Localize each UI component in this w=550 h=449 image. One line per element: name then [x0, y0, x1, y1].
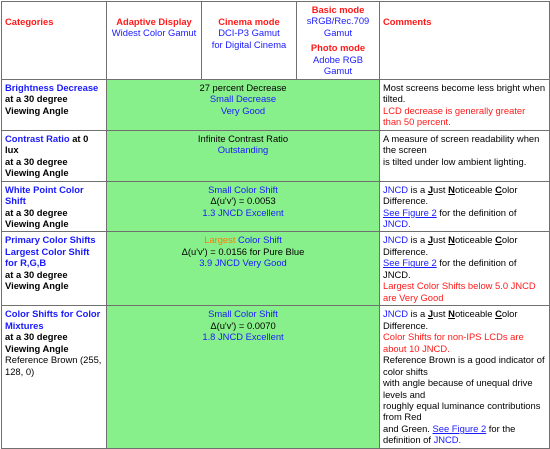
- comment-text: N: [448, 183, 455, 195]
- basic-sub1: sRGB/Rec.709: [306, 15, 370, 27]
- comment-text: N: [448, 308, 455, 320]
- see-figure-link[interactable]: See Figure 2: [383, 257, 437, 269]
- value-line: 1.3 JNCD Excellent: [202, 206, 284, 218]
- comment-text: olor: [501, 308, 518, 320]
- comment-text: is a: [408, 308, 428, 320]
- photo-title: Photo mode: [310, 42, 366, 54]
- comment-text: C: [495, 183, 502, 195]
- comment-text: oticeable: [454, 183, 496, 195]
- header-adaptive: [107, 2, 202, 80]
- basic-sub2: Gamut: [323, 26, 353, 38]
- category-sub: at a 30 degree Viewing Angle: [5, 331, 69, 354]
- comment-text: Reference Brown is a good indicator of color shifts: [383, 354, 545, 377]
- value-line: 3.9 JNCD Very Good: [199, 257, 287, 269]
- category-sub: at a 30 degree Viewing Angle: [5, 206, 69, 229]
- table-row: [2, 79, 550, 130]
- comment-text: for the definition of: [436, 206, 517, 218]
- comment-text: definition of: [383, 434, 434, 446]
- comparison-table: [1, 1, 550, 449]
- table-row: [2, 181, 550, 232]
- comment-text: JNCD: [383, 183, 408, 195]
- value-cell: [107, 79, 380, 130]
- value-line: Δ(u'v') = 0.0156 for Pure Blue: [181, 245, 305, 257]
- category-sub: at a 30 degree Viewing Angle: [5, 93, 69, 116]
- value-cell: [107, 232, 380, 306]
- comment-text: oticeable: [454, 308, 496, 320]
- comment-text: Most screens become less bright when tilted.: [383, 81, 546, 105]
- adaptive-sub: Widest Color Gamut: [111, 27, 197, 39]
- table-row: [2, 232, 550, 306]
- value-line: Color Shift: [235, 234, 282, 246]
- table-row: [2, 306, 550, 449]
- see-figure-link[interactable]: See Figure 2: [383, 206, 437, 218]
- category-title: Largest Color Shift for R,G,B: [5, 245, 90, 269]
- comment-text: is a: [408, 183, 428, 195]
- comment-text: ust: [433, 234, 449, 246]
- basic-title: Basic mode: [311, 4, 365, 15]
- category-title: Brightness Decrease: [5, 81, 99, 93]
- comment-text: olor: [501, 183, 518, 195]
- comment-text: is tilted under low ambient lighting.: [383, 155, 527, 167]
- photo-sub: Adobe RGB Gamut: [312, 53, 364, 77]
- comment-text: is a: [408, 234, 428, 246]
- category-sub: at a 30 degree Viewing Angle: [5, 268, 69, 292]
- comments-label: Comments: [383, 16, 432, 27]
- comment-text: JNCD: [383, 234, 408, 246]
- comment-text: J: [427, 234, 434, 246]
- value-line: Small Color Shift: [208, 308, 278, 320]
- comment-text: C: [495, 308, 502, 320]
- value-cell: [107, 130, 380, 181]
- category-cell: [2, 130, 107, 181]
- comment-text: JNCD.: [383, 217, 411, 229]
- comment-text: Color Shifts for non-IPS LCDs are about 10 JNCD.: [383, 331, 524, 354]
- category-title: Contrast Ratio: [5, 132, 70, 144]
- value-line: Very Good: [220, 104, 266, 116]
- header-categories: [2, 2, 107, 80]
- value-cell: [107, 181, 380, 232]
- value-line: Largest: [204, 234, 236, 246]
- comment-text: JNCD: [383, 308, 408, 320]
- value-cell: [107, 306, 380, 449]
- comment-cell: [380, 130, 550, 181]
- comment-text: LCD decrease is generally greater than 50 percent.: [383, 104, 526, 128]
- comment-text: ust: [433, 183, 449, 195]
- cinema-title: Cinema mode: [218, 16, 280, 27]
- comment-text: ust: [433, 308, 449, 320]
- category-cell: [2, 232, 107, 306]
- category-title: Color Shifts for Color Mixtures: [5, 308, 101, 331]
- categories-label: Categories: [5, 16, 54, 27]
- comment-text: Difference.: [383, 245, 429, 257]
- header-cinema: [202, 2, 297, 80]
- see-figure-link[interactable]: See Figure 2: [432, 422, 487, 434]
- comment-text: JNCD.: [433, 434, 462, 446]
- value-line: Δ(u'v') = 0.0070: [210, 319, 276, 331]
- comment-text: Difference.: [383, 319, 429, 331]
- value-line: Small Decrease: [209, 93, 277, 105]
- value-line: Small Color Shift: [208, 183, 278, 195]
- category-title-suffix: at 0 lux: [5, 132, 89, 156]
- comment-cell: [380, 79, 550, 130]
- comment-text: C: [495, 234, 502, 246]
- category-cell: [2, 79, 107, 130]
- value-line: Infinite Contrast Ratio: [197, 132, 289, 144]
- header-row: [2, 2, 550, 80]
- value-line: Outstanding: [217, 144, 269, 156]
- category-cell: [2, 306, 107, 449]
- cinema-sub2: for Digital Cinema: [211, 38, 287, 50]
- comment-text: oticeable: [454, 234, 496, 246]
- comment-text: olor: [501, 234, 518, 246]
- category-title: White Point Color Shift: [5, 183, 84, 207]
- cinema-sub1: DCI-P3 Gamut: [218, 27, 280, 39]
- table-row: [2, 130, 550, 181]
- comment-text: J: [427, 183, 434, 195]
- comment-text: A measure of screen readability when the screen: [383, 132, 540, 156]
- comment-text: N: [448, 234, 455, 246]
- value-line: Δ(u'v') = 0.0053: [210, 195, 276, 207]
- category-cell: [2, 181, 107, 232]
- header-comments: [380, 2, 550, 80]
- comment-cell: [380, 181, 550, 232]
- category-title: Primary Color Shifts: [5, 234, 96, 246]
- comment-cell: [380, 306, 550, 449]
- comment-text: with angle because of unequal drive levels and: [383, 377, 533, 400]
- comment-text: Largest Color Shifts below 5.0 JNCD are Very Good: [383, 280, 536, 303]
- adaptive-title: Adaptive Display: [116, 16, 192, 27]
- comment-text: for the: [486, 422, 516, 434]
- comment-text: for the definition of JNCD.: [383, 257, 517, 280]
- header-basic-photo: [297, 2, 380, 80]
- comment-text: J: [427, 308, 434, 320]
- value-line: 1.8 JNCD Excellent: [202, 331, 284, 343]
- category-ref: Reference Brown (255, 128, 0): [5, 354, 102, 377]
- comment-text: and Green.: [383, 422, 433, 434]
- comment-cell: [380, 232, 550, 306]
- comment-text: roughly equal luminance contributions from Red: [383, 400, 541, 423]
- comment-text: Difference.: [383, 195, 429, 207]
- value-line: 27 percent Decrease: [199, 81, 287, 93]
- category-sub: at a 30 degree Viewing Angle: [5, 155, 69, 179]
